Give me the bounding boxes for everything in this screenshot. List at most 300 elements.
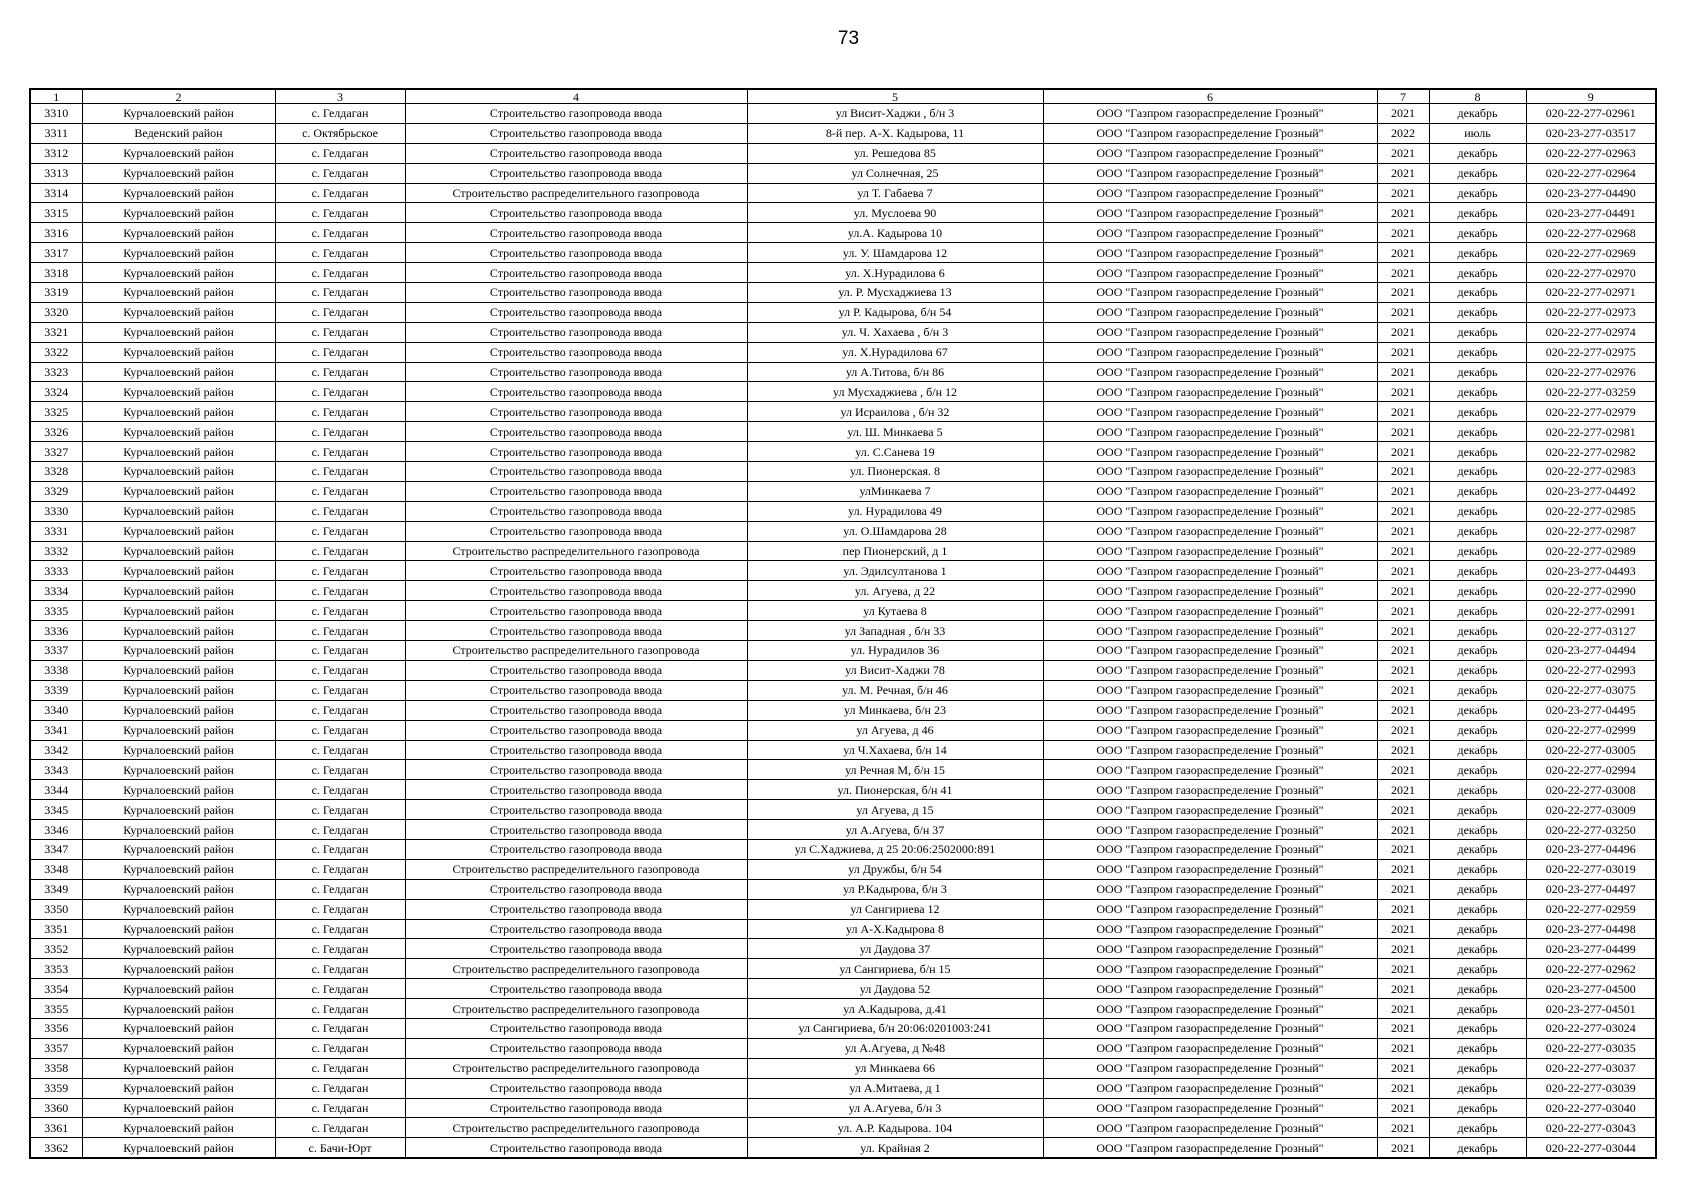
settlement-cell: с. Гелдаган [275,501,405,521]
work-type-cell: Строительство газопровода ввода [405,263,747,283]
address-cell: ул. Муслоева 90 [747,203,1043,223]
month-cell: декабрь [1429,899,1526,919]
month-cell: декабрь [1429,740,1526,760]
organization-cell: ООО "Газпром газораспределение Грозный" [1043,481,1377,501]
month-cell: декабрь [1429,879,1526,899]
table-row [30,382,1656,402]
year-cell: 2021 [1377,263,1429,283]
settlement-cell: с. Гелдаган [275,1098,405,1118]
table-row [30,1058,1656,1078]
registration-number-cell: 020-22-277-02963 [1526,143,1656,163]
month-cell: декабрь [1429,382,1526,402]
organization-cell: ООО "Газпром газораспределение Грозный" [1043,621,1377,641]
address-cell: ул Р.Кадырова, б/н 3 [747,879,1043,899]
work-type-cell: Строительство газопровода ввода [405,1098,747,1118]
year-cell: 2021 [1377,462,1429,482]
year-cell: 2021 [1377,283,1429,303]
district-cell: Курчалоевский район [82,501,275,521]
table-row [30,462,1656,482]
address-cell: 8-й пер. А-Х. Кадырова, 11 [747,123,1043,143]
year-cell: 2021 [1377,641,1429,661]
row-number: 3320 [30,302,82,322]
row-number: 3356 [30,1018,82,1038]
month-cell: декабрь [1429,780,1526,800]
settlement-cell: с. Гелдаган [275,999,405,1019]
organization-cell: ООО "Газпром газораспределение Грозный" [1043,1018,1377,1038]
district-cell: Курчалоевский район [82,919,275,939]
column-header: 7 [1377,89,1429,104]
table-row [30,104,1656,124]
row-number: 3333 [30,561,82,581]
year-cell: 2021 [1377,660,1429,680]
organization-cell: ООО "Газпром газораспределение Грозный" [1043,959,1377,979]
work-type-cell: Строительство газопровода ввода [405,700,747,720]
column-header: 6 [1043,89,1377,104]
table-row [30,979,1656,999]
registration-number-cell: 020-23-277-04491 [1526,203,1656,223]
year-cell: 2021 [1377,163,1429,183]
month-cell: декабрь [1429,501,1526,521]
organization-cell: ООО "Газпром газораспределение Грозный" [1043,979,1377,999]
organization-cell: ООО "Газпром газораспределение Грозный" [1043,919,1377,939]
settlement-cell: с. Гелдаган [275,183,405,203]
organization-cell: ООО "Газпром газораспределение Грозный" [1043,183,1377,203]
month-cell: декабрь [1429,939,1526,959]
work-type-cell: Строительство газопровода ввода [405,302,747,322]
month-cell: декабрь [1429,442,1526,462]
column-header: 2 [82,89,275,104]
work-type-cell: Строительство газопровода ввода [405,760,747,780]
table-row [30,680,1656,700]
registration-number-cell: 020-23-277-04492 [1526,481,1656,501]
row-number: 3348 [30,859,82,879]
settlement-cell: с. Гелдаган [275,203,405,223]
registration-number-cell: 020-22-277-02971 [1526,283,1656,303]
year-cell: 2021 [1377,143,1429,163]
row-number: 3342 [30,740,82,760]
work-type-cell: Строительство газопровода ввода [405,939,747,959]
work-type-cell: Строительство газопровода ввода [405,223,747,243]
registry-table [29,88,1657,1159]
work-type-cell: Строительство распределительного газопровода [405,959,747,979]
registration-number-cell: 020-22-277-03250 [1526,820,1656,840]
organization-cell: ООО "Газпром газораспределение Грозный" [1043,501,1377,521]
row-number: 3312 [30,143,82,163]
row-number: 3315 [30,203,82,223]
month-cell: декабрь [1429,143,1526,163]
year-cell: 2021 [1377,939,1429,959]
address-cell: ул. Агуева, д 22 [747,581,1043,601]
year-cell: 2021 [1377,302,1429,322]
month-cell: декабрь [1429,163,1526,183]
registration-number-cell: 020-22-277-02999 [1526,720,1656,740]
year-cell: 2021 [1377,740,1429,760]
year-cell: 2021 [1377,442,1429,462]
organization-cell: ООО "Газпром газораспределение Грозный" [1043,283,1377,303]
settlement-cell: с. Гелдаган [275,302,405,322]
organization-cell: ООО "Газпром газораспределение Грозный" [1043,143,1377,163]
district-cell: Курчалоевский район [82,541,275,561]
work-type-cell: Строительство газопровода ввода [405,979,747,999]
work-type-cell: Строительство газопровода ввода [405,581,747,601]
address-cell: ул. Ш. Минкаева 5 [747,422,1043,442]
row-number: 3319 [30,283,82,303]
year-cell: 2021 [1377,859,1429,879]
month-cell: декабрь [1429,1018,1526,1038]
address-cell: ул Солнечная, 25 [747,163,1043,183]
row-number: 3357 [30,1038,82,1058]
year-cell: 2021 [1377,979,1429,999]
address-cell: ул. Р. Мусхаджиева 13 [747,283,1043,303]
address-cell: ул. У. Шамдарова 12 [747,243,1043,263]
row-number: 3354 [30,979,82,999]
month-cell: декабрь [1429,1058,1526,1078]
district-cell: Курчалоевский район [82,959,275,979]
registration-number-cell: 020-22-277-02976 [1526,362,1656,382]
settlement-cell: с. Бачи-Юрт [275,1138,405,1158]
organization-cell: ООО "Газпром газораспределение Грозный" [1043,541,1377,561]
district-cell: Курчалоевский район [82,999,275,1019]
district-cell: Курчалоевский район [82,621,275,641]
table-row [30,203,1656,223]
table-row [30,899,1656,919]
row-number: 3359 [30,1078,82,1098]
settlement-cell: с. Гелдаган [275,720,405,740]
district-cell: Курчалоевский район [82,601,275,621]
settlement-cell: с. Гелдаган [275,760,405,780]
year-cell: 2021 [1377,899,1429,919]
work-type-cell: Строительство распределительного газопровода [405,1058,747,1078]
registration-number-cell: 020-23-277-04499 [1526,939,1656,959]
registration-number-cell: 020-23-277-04496 [1526,839,1656,859]
month-cell: декабрь [1429,959,1526,979]
address-cell: улМинкаева 7 [747,481,1043,501]
organization-cell: ООО "Газпром газораспределение Грозный" [1043,163,1377,183]
year-cell: 2021 [1377,362,1429,382]
settlement-cell: с. Гелдаган [275,959,405,979]
work-type-cell: Строительство распределительного газопровода [405,859,747,879]
registration-number-cell: 020-22-277-02982 [1526,442,1656,462]
registration-number-cell: 020-22-277-02964 [1526,163,1656,183]
settlement-cell: с. Гелдаган [275,283,405,303]
settlement-cell: с. Гелдаган [275,462,405,482]
year-cell: 2021 [1377,521,1429,541]
registration-number-cell: 020-23-277-04498 [1526,919,1656,939]
table-row [30,481,1656,501]
table-row [30,322,1656,342]
row-number: 3327 [30,442,82,462]
district-cell: Курчалоевский район [82,979,275,999]
column-header: 5 [747,89,1043,104]
settlement-cell: с. Гелдаган [275,422,405,442]
registration-number-cell: 020-22-277-02973 [1526,302,1656,322]
work-type-cell: Строительство газопровода ввода [405,1018,747,1038]
year-cell: 2021 [1377,680,1429,700]
month-cell: декабрь [1429,1038,1526,1058]
work-type-cell: Строительство газопровода ввода [405,800,747,820]
settlement-cell: с. Гелдаган [275,899,405,919]
settlement-cell: с. Гелдаган [275,104,405,124]
address-cell: ул Р. Кадырова, б/н 54 [747,302,1043,322]
settlement-cell: с. Гелдаган [275,163,405,183]
table-row [30,720,1656,740]
district-cell: Курчалоевский район [82,263,275,283]
settlement-cell: с. Гелдаган [275,362,405,382]
registration-number-cell: 020-22-277-03019 [1526,859,1656,879]
year-cell: 2021 [1377,720,1429,740]
organization-cell: ООО "Газпром газораспределение Грозный" [1043,660,1377,680]
column-header: 9 [1526,89,1656,104]
year-cell: 2021 [1377,581,1429,601]
year-cell: 2021 [1377,999,1429,1019]
month-cell: декабрь [1429,839,1526,859]
address-cell: ул. С.Санева 19 [747,442,1043,462]
settlement-cell: с. Гелдаган [275,243,405,263]
row-number: 3345 [30,800,82,820]
month-cell: декабрь [1429,481,1526,501]
district-cell: Курчалоевский район [82,680,275,700]
registration-number-cell: 020-22-277-02961 [1526,104,1656,124]
row-number: 3355 [30,999,82,1019]
settlement-cell: с. Гелдаган [275,481,405,501]
table-row [30,1018,1656,1038]
district-cell: Курчалоевский район [82,163,275,183]
table-row [30,800,1656,820]
row-number: 3338 [30,660,82,680]
row-number: 3351 [30,919,82,939]
organization-cell: ООО "Газпром газораспределение Грозный" [1043,243,1377,263]
registration-number-cell: 020-22-277-02959 [1526,899,1656,919]
district-cell: Курчалоевский район [82,422,275,442]
registration-number-cell: 020-23-277-04501 [1526,999,1656,1019]
month-cell: декабрь [1429,700,1526,720]
work-type-cell: Строительство газопровода ввода [405,720,747,740]
month-cell: декабрь [1429,680,1526,700]
work-type-cell: Строительство газопровода ввода [405,462,747,482]
page-number: 73 [837,28,860,49]
work-type-cell: Строительство газопровода ввода [405,203,747,223]
year-cell: 2021 [1377,879,1429,899]
registration-number-cell: 020-22-277-02987 [1526,521,1656,541]
settlement-cell: с. Гелдаган [275,1078,405,1098]
table-row [30,123,1656,143]
organization-cell: ООО "Газпром газораспределение Грозный" [1043,939,1377,959]
row-number: 3347 [30,839,82,859]
month-cell: декабрь [1429,1078,1526,1098]
month-cell: декабрь [1429,283,1526,303]
year-cell: 2021 [1377,322,1429,342]
work-type-cell: Строительство газопровода ввода [405,680,747,700]
address-cell: ул Висит-Хаджи , б/н 3 [747,104,1043,124]
year-cell: 2021 [1377,402,1429,422]
month-cell: декабрь [1429,203,1526,223]
registration-number-cell: 020-22-277-02981 [1526,422,1656,442]
year-cell: 2021 [1377,203,1429,223]
district-cell: Курчалоевский район [82,820,275,840]
month-cell: декабрь [1429,263,1526,283]
settlement-cell: с. Гелдаган [275,660,405,680]
year-cell: 2021 [1377,1018,1429,1038]
month-cell: декабрь [1429,601,1526,621]
month-cell: декабрь [1429,1098,1526,1118]
address-cell: ул. О.Шамдарова 28 [747,521,1043,541]
work-type-cell: Строительство газопровода ввода [405,879,747,899]
address-cell: ул Сангириева, б/н 15 [747,959,1043,979]
district-cell: Курчалоевский район [82,481,275,501]
table-row [30,1038,1656,1058]
district-cell: Курчалоевский район [82,362,275,382]
table-row [30,263,1656,283]
address-cell: ул А.Кадырова, д.41 [747,999,1043,1019]
registration-number-cell: 020-23-277-04500 [1526,979,1656,999]
settlement-cell: с. Гелдаган [275,919,405,939]
month-cell: декабрь [1429,820,1526,840]
work-type-cell: Строительство газопровода ввода [405,322,747,342]
district-cell: Курчалоевский район [82,322,275,342]
organization-cell: ООО "Газпром газораспределение Грозный" [1043,442,1377,462]
organization-cell: ООО "Газпром газораспределение Грозный" [1043,521,1377,541]
settlement-cell: с. Гелдаган [275,1038,405,1058]
district-cell: Курчалоевский район [82,879,275,899]
year-cell: 2021 [1377,541,1429,561]
work-type-cell: Строительство распределительного газопровода [405,641,747,661]
registration-number-cell: 020-22-277-03008 [1526,780,1656,800]
table-row [30,760,1656,780]
table-row [30,501,1656,521]
address-cell: ул Агуева, д 15 [747,800,1043,820]
settlement-cell: с. Гелдаган [275,979,405,999]
row-number: 3339 [30,680,82,700]
address-cell: ул Исраилова , б/н 32 [747,402,1043,422]
work-type-cell: Строительство газопровода ввода [405,601,747,621]
district-cell: Курчалоевский район [82,183,275,203]
column-header: 3 [275,89,405,104]
year-cell: 2021 [1377,223,1429,243]
registration-number-cell: 020-22-277-02983 [1526,462,1656,482]
work-type-cell: Строительство распределительного газопровода [405,541,747,561]
month-cell: декабрь [1429,999,1526,1019]
address-cell: ул Речная М, б/н 15 [747,760,1043,780]
address-cell: ул Висит-Хаджи 78 [747,660,1043,680]
table-row [30,143,1656,163]
column-header: 8 [1429,89,1526,104]
organization-cell: ООО "Газпром газораспределение Грозный" [1043,302,1377,322]
work-type-cell: Строительство газопровода ввода [405,442,747,462]
organization-cell: ООО "Газпром газораспределение Грозный" [1043,879,1377,899]
row-number: 3334 [30,581,82,601]
address-cell: ул Сангириева, б/н 20:06:0201003:241 [747,1018,1043,1038]
settlement-cell: с. Гелдаган [275,1118,405,1138]
month-cell: декабрь [1429,660,1526,680]
year-cell: 2022 [1377,123,1429,143]
registration-number-cell: 020-22-277-03009 [1526,800,1656,820]
month-cell: декабрь [1429,760,1526,780]
work-type-cell: Строительство газопровода ввода [405,143,747,163]
settlement-cell: с. Гелдаган [275,839,405,859]
district-cell: Курчалоевский район [82,561,275,581]
table-row [30,521,1656,541]
work-type-cell: Строительство распределительного газопровода [405,999,747,1019]
settlement-cell: с. Гелдаган [275,601,405,621]
district-cell: Курчалоевский район [82,1118,275,1138]
registration-number-cell: 020-23-277-04494 [1526,641,1656,661]
table-row [30,621,1656,641]
column-header: 1 [30,89,82,104]
row-number: 3326 [30,422,82,442]
table-row [30,342,1656,362]
organization-cell: ООО "Газпром газораспределение Грозный" [1043,422,1377,442]
registration-number-cell: 020-22-277-03037 [1526,1058,1656,1078]
row-number: 3314 [30,183,82,203]
row-number: 3340 [30,700,82,720]
row-number: 3330 [30,501,82,521]
organization-cell: ООО "Газпром газораспределение Грозный" [1043,322,1377,342]
organization-cell: ООО "Газпром газораспределение Грозный" [1043,740,1377,760]
work-type-cell: Строительство газопровода ввода [405,422,747,442]
organization-cell: ООО "Газпром газораспределение Грозный" [1043,581,1377,601]
address-cell: ул Западная , б/н 33 [747,621,1043,641]
work-type-cell: Строительство газопровода ввода [405,1038,747,1058]
table-row [30,820,1656,840]
settlement-cell: с. Гелдаган [275,700,405,720]
settlement-cell: с. Гелдаган [275,342,405,362]
month-cell: декабрь [1429,183,1526,203]
row-number: 3324 [30,382,82,402]
district-cell: Курчалоевский район [82,1078,275,1098]
district-cell: Курчалоевский район [82,442,275,462]
registration-number-cell: 020-22-277-02989 [1526,541,1656,561]
month-cell: декабрь [1429,302,1526,322]
address-cell: ул А.Митаева, д 1 [747,1078,1043,1098]
row-number: 3328 [30,462,82,482]
address-cell: ул А-Х.Кадырова 8 [747,919,1043,939]
month-cell: июль [1429,123,1526,143]
work-type-cell: Строительство газопровода ввода [405,283,747,303]
work-type-cell: Строительство газопровода ввода [405,402,747,422]
address-cell: ул А.Агуева, д №48 [747,1038,1043,1058]
settlement-cell: с. Гелдаган [275,939,405,959]
district-cell: Курчалоевский район [82,760,275,780]
registration-number-cell: 020-22-277-03040 [1526,1098,1656,1118]
month-cell: декабрь [1429,979,1526,999]
organization-cell: ООО "Газпром газораспределение Грозный" [1043,999,1377,1019]
registration-number-cell: 020-22-277-02979 [1526,402,1656,422]
settlement-cell: с. Гелдаган [275,521,405,541]
address-cell: ул.А. Кадырова 10 [747,223,1043,243]
organization-cell: ООО "Газпром газораспределение Грозный" [1043,839,1377,859]
year-cell: 2021 [1377,839,1429,859]
registration-number-cell: 020-22-277-02974 [1526,322,1656,342]
work-type-cell: Строительство газопровода ввода [405,621,747,641]
table-row [30,243,1656,263]
month-cell: декабрь [1429,581,1526,601]
year-cell: 2021 [1377,422,1429,442]
year-cell: 2021 [1377,760,1429,780]
settlement-cell: с. Гелдаган [275,859,405,879]
registration-number-cell: 020-22-277-02968 [1526,223,1656,243]
row-number: 3352 [30,939,82,959]
registration-number-cell: 020-22-277-02970 [1526,263,1656,283]
year-cell: 2021 [1377,561,1429,581]
work-type-cell: Строительство газопровода ввода [405,1138,747,1158]
month-cell: декабрь [1429,402,1526,422]
work-type-cell: Строительство газопровода ввода [405,342,747,362]
district-cell: Курчалоевский район [82,740,275,760]
address-cell: ул А.Титова, б/н 86 [747,362,1043,382]
work-type-cell: Строительство газопровода ввода [405,123,747,143]
registration-number-cell: 020-22-277-03075 [1526,680,1656,700]
month-cell: декабрь [1429,1118,1526,1138]
